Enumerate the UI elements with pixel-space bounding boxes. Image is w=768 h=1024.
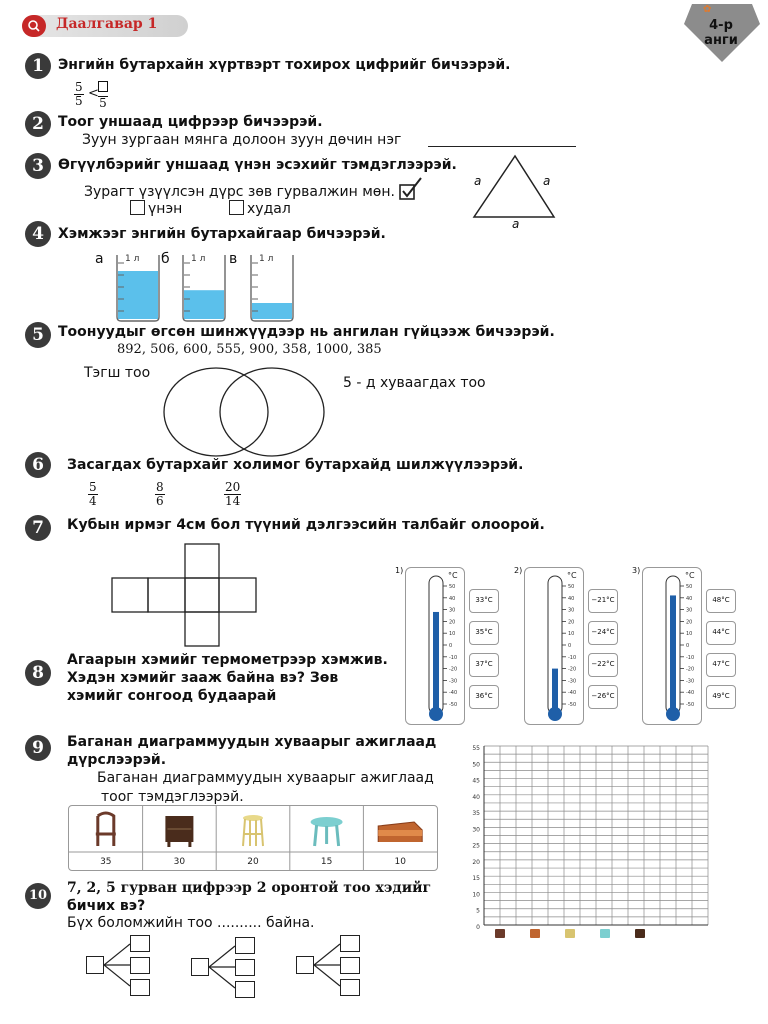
question-number-8: 8	[25, 660, 51, 686]
q6-fraction-2: $\frac{8}{6}$	[156, 480, 164, 508]
y-tick-label: 15	[472, 875, 480, 883]
tree-leaf-box[interactable]	[235, 959, 255, 976]
svg-text:-20: -20	[686, 666, 695, 673]
tree-root-box[interactable]	[296, 956, 314, 974]
table-icon	[600, 929, 610, 938]
tree-root-box[interactable]	[191, 958, 209, 976]
temperature-option[interactable]: −24°C	[588, 621, 618, 645]
magnifier-icon	[22, 15, 46, 37]
thermometer-label[interactable]: 3)	[632, 566, 641, 575]
svg-text:-40: -40	[568, 690, 577, 697]
bed-icon	[530, 929, 540, 938]
svg-text:20: 20	[568, 619, 575, 626]
svg-text:1 л: 1 л	[259, 254, 274, 264]
temperature-option[interactable]: 48°C	[706, 589, 736, 613]
svg-text:40: 40	[568, 595, 575, 602]
svg-text:50: 50	[568, 584, 575, 590]
y-tick-label: 25	[472, 842, 480, 850]
cup-label[interactable]: в	[229, 251, 238, 267]
y-tick-label: 40	[472, 793, 480, 801]
q3-option-true[interactable]: үнэн	[130, 200, 182, 218]
pictograph-value: 20	[247, 857, 259, 867]
triangle-side-bottom: a	[512, 217, 520, 231]
measuring-cup[interactable]	[249, 251, 295, 323]
q10-answer-line: Бүх боломжийн тоо .......... байна.	[67, 915, 315, 931]
temperature-option[interactable]: 37°C	[469, 653, 499, 677]
q1-left-fraction: $\frac{5}{5}$	[75, 80, 83, 108]
temperature-option[interactable]: 36°C	[469, 685, 499, 709]
svg-text:30: 30	[568, 607, 575, 614]
svg-text:20: 20	[686, 619, 693, 626]
measuring-cup[interactable]	[115, 251, 161, 323]
q5-right-label: 5 - д хуваагдах тоо	[343, 375, 486, 391]
q7-prompt: Кубын ирмэг 4см бол түүний дэлгээсийн талбайг олоорой.	[67, 517, 545, 533]
q3-checkmark-box[interactable]	[399, 176, 425, 202]
svg-text:-20: -20	[449, 666, 458, 673]
q10-prompt-line-1: 7, 2, 5 гурван цифрээр 2 оронтой тоо хэдийг	[67, 880, 432, 896]
q3-statement: Зурагт үзүүлсэн дүрс зөв гурвалжин мөн.	[84, 184, 395, 200]
question-number-5: 5	[25, 322, 51, 348]
svg-text:0: 0	[686, 643, 690, 649]
question-number-7: 7	[25, 515, 51, 541]
triangle-side-left: a	[474, 174, 482, 188]
svg-text:10: 10	[568, 631, 575, 638]
y-tick-label: 20	[472, 858, 480, 866]
stool-icon	[565, 929, 575, 938]
question-number-10: 10	[25, 883, 51, 909]
q6-fraction-1: $\frac{5}{4}$	[89, 480, 97, 508]
q1-relation: <	[88, 86, 99, 101]
q2-answer-line[interactable]	[428, 146, 576, 147]
svg-text:°C: °C	[448, 571, 458, 580]
q9-sub-line-1: Баганан диаграммуудын хуваарыг ажиглаад	[97, 770, 434, 786]
svg-text:0: 0	[568, 643, 572, 649]
svg-text:-50: -50	[449, 702, 458, 708]
question-number-4: 4	[25, 221, 51, 247]
y-tick-label: 5	[476, 907, 480, 915]
grade-logo-icon: ✿	[703, 4, 712, 15]
svg-text:-10: -10	[449, 654, 458, 661]
q8-prompt-line-1: Агаарын хэмийг термометрээр хэмжив.	[67, 652, 388, 668]
question-number-1: 1	[25, 53, 51, 79]
cabinet-icon	[635, 929, 645, 938]
q6-fraction-3: $\frac{20}{14}$	[225, 480, 241, 508]
q1-right-fraction: 5	[98, 81, 108, 110]
svg-text:40: 40	[449, 595, 456, 602]
chair-icon	[495, 929, 505, 938]
temperature-option[interactable]: −21°C	[588, 589, 618, 613]
svg-text:30: 30	[686, 607, 693, 614]
temperature-option[interactable]: 49°C	[706, 685, 736, 709]
y-tick-label: 45	[472, 777, 480, 785]
svg-text:-10: -10	[686, 654, 695, 661]
temperature-option[interactable]: 33°C	[469, 589, 499, 613]
venn-diagram[interactable]	[160, 362, 330, 462]
svg-text:°C: °C	[685, 571, 695, 580]
q9-sub-line-2: тоог тэмдэглээрэй.	[101, 789, 244, 805]
thermometer[interactable]	[524, 567, 584, 725]
tree-leaf-box[interactable]	[340, 935, 360, 952]
stool-icon	[243, 815, 263, 846]
tree-leaf-box[interactable]	[130, 979, 150, 996]
temperature-option[interactable]: −22°C	[588, 653, 618, 677]
svg-text:°C: °C	[567, 571, 577, 580]
svg-text:-50: -50	[568, 702, 577, 708]
y-tick-label: 0	[476, 924, 480, 931]
svg-text:-30: -30	[568, 678, 577, 685]
question-number-9: 9	[25, 735, 51, 761]
svg-text:1 л: 1 л	[125, 254, 140, 264]
q10-prompt-line-2: бичих вэ?	[67, 898, 146, 914]
svg-text:-40: -40	[686, 690, 695, 697]
temperature-option[interactable]: 35°C	[469, 621, 499, 645]
pictograph-value: 10	[394, 857, 406, 867]
tree-root-box[interactable]	[86, 956, 104, 974]
svg-text:1 л: 1 л	[191, 254, 206, 264]
tree-leaf-box[interactable]	[130, 935, 150, 952]
y-tick-label: 35	[472, 810, 480, 818]
chair-icon	[96, 813, 116, 846]
svg-text:-50: -50	[686, 702, 695, 708]
pictograph-value: 35	[100, 857, 112, 867]
tree-leaf-box[interactable]	[130, 957, 150, 974]
cup-label[interactable]: б	[161, 251, 170, 267]
question-number-2: 2	[25, 111, 51, 137]
svg-text:10: 10	[449, 631, 456, 638]
q9-prompt-line-1: Баганан диаграммуудын хуваарыг ажиглаад	[67, 734, 437, 750]
thermometer[interactable]	[405, 567, 465, 725]
q5-left-label: Тэгш тоо	[84, 365, 151, 381]
header-title: Даалгавар 1	[56, 16, 158, 32]
q4-prompt: Хэмжээг энгийн бутархайгаар бичээрэй.	[58, 226, 386, 242]
temperature-option[interactable]: 44°C	[706, 621, 736, 645]
table-icon	[311, 817, 343, 846]
triangle-side-right: a	[543, 174, 551, 188]
y-tick-label: 10	[472, 891, 480, 899]
svg-text:0: 0	[449, 643, 453, 649]
svg-text:20: 20	[449, 619, 456, 626]
svg-text:-30: -30	[449, 678, 458, 685]
question-number-6: 6	[25, 452, 51, 478]
q6-prompt: Засагдах бутархайг холимог бутархайд шилжүүлээрэй.	[67, 457, 524, 473]
svg-text:50: 50	[449, 584, 456, 590]
q8-prompt-line-2: Хэдэн хэмийг зааж байна вэ? Зөв	[67, 670, 339, 686]
cup-label[interactable]: а	[95, 251, 104, 267]
svg-text:-40: -40	[449, 690, 458, 697]
temperature-option[interactable]: −26°C	[588, 685, 618, 709]
cube-net	[110, 542, 260, 648]
q2-prompt: Тоог уншаад цифрээр бичээрэй.	[58, 114, 323, 130]
pictograph-value: 30	[173, 857, 186, 867]
grade-label: 4-р анги	[704, 18, 738, 48]
q3-option-false[interactable]: худал	[229, 200, 291, 218]
svg-text:-30: -30	[686, 678, 695, 685]
pictograph-value: 15	[320, 857, 333, 867]
cabinet-icon	[165, 816, 193, 847]
y-tick-label: 30	[472, 826, 480, 834]
svg-text:30: 30	[449, 607, 456, 614]
q8-prompt-line-3: хэмийг сонгоод будаарай	[67, 688, 277, 704]
thermometer[interactable]	[642, 567, 702, 725]
q1-answer-box[interactable]	[98, 81, 108, 92]
bar-chart-grid[interactable]	[458, 740, 713, 945]
svg-text:-10: -10	[568, 654, 577, 661]
measuring-cup[interactable]	[181, 251, 227, 323]
thermometer-label[interactable]: 1)	[395, 566, 404, 575]
y-tick-label: 55	[472, 745, 480, 752]
thermometer-label[interactable]: 2)	[514, 566, 523, 575]
q3-true-checkbox[interactable]	[130, 200, 145, 215]
svg-text:50: 50	[686, 584, 693, 590]
q3-prompt: Өгүүлбэрийг уншаад үнэн эсэхийг тэмдэглээрэй.	[58, 157, 457, 173]
tree-leaf-box[interactable]	[340, 957, 360, 974]
q5-numbers: 892, 506, 600, 555, 900, 358, 1000, 385	[117, 342, 382, 357]
q5-prompt: Тоонуудыг өгсөн шинжүүдээр нь ангилан гүйцээж бичээрэй.	[58, 324, 555, 340]
pictograph-table	[68, 805, 438, 871]
q3-false-checkbox[interactable]	[229, 200, 244, 215]
tree-leaf-box[interactable]	[235, 937, 255, 954]
temperature-option[interactable]: 47°C	[706, 653, 736, 677]
q9-prompt-line-2: дүрслээрэй.	[67, 752, 167, 768]
tree-leaf-box[interactable]	[235, 981, 255, 998]
svg-text:40: 40	[686, 595, 693, 602]
svg-text:-20: -20	[568, 666, 577, 673]
q1-prompt: Энгийн бутархайн хүртвэрт тохирох цифрийг бичээрэй.	[58, 57, 511, 73]
tree-leaf-box[interactable]	[340, 979, 360, 996]
q2-text: Зуун зургаан мянга долоон зуун дөчин нэг	[82, 132, 402, 148]
y-tick-label: 50	[472, 761, 480, 769]
question-number-3: 3	[25, 153, 51, 179]
svg-text:10: 10	[686, 631, 693, 638]
bed-icon	[378, 822, 422, 842]
